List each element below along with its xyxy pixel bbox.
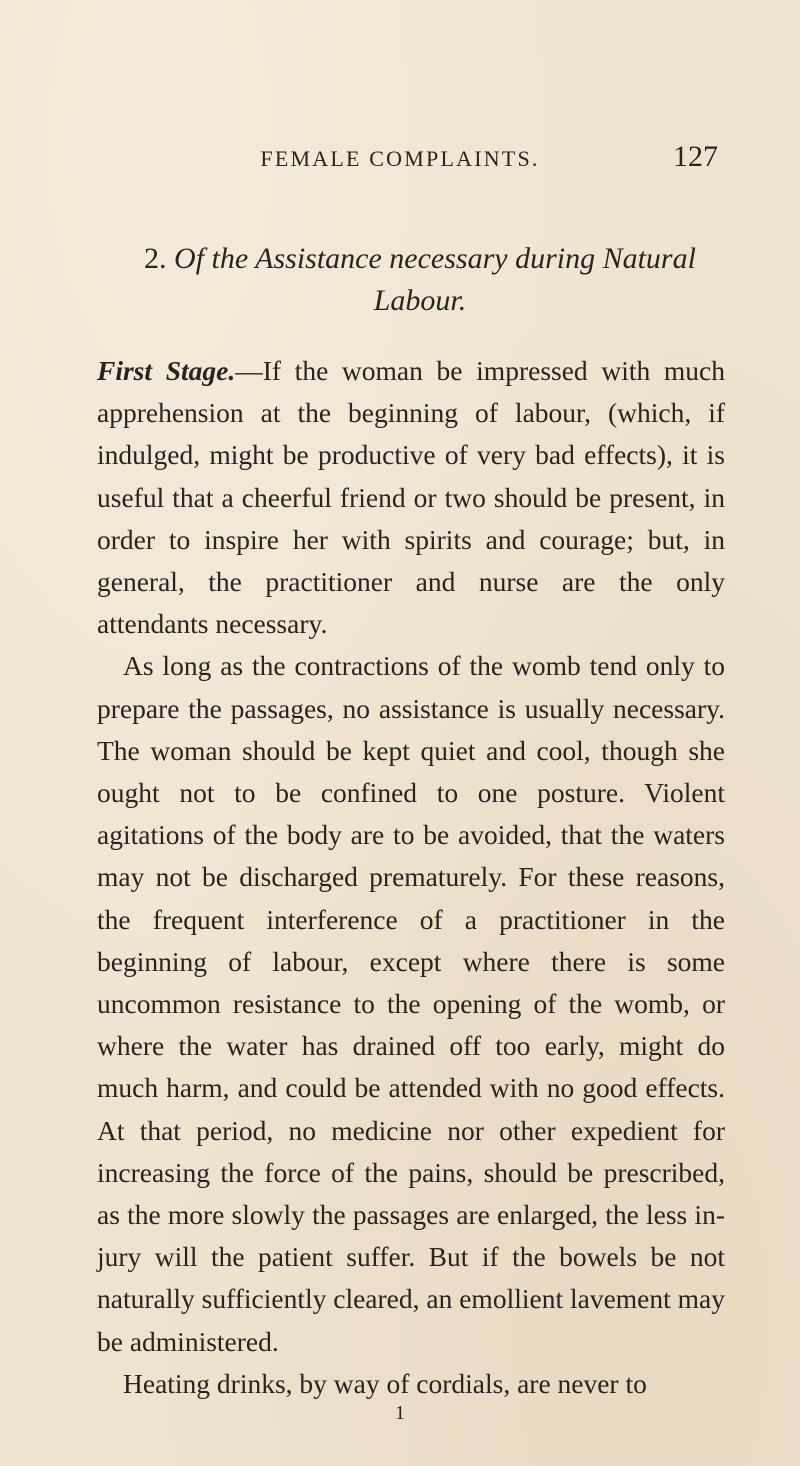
section-heading <box>110 238 730 322</box>
paragraph-first-stage <box>97 350 725 645</box>
page-number: 127 <box>673 140 718 173</box>
running-head <box>0 140 800 176</box>
paragraph-heating-drinks: Heating drinks, by way of cordials, are never to <box>123 1367 647 1399</box>
paragraph-lead: First Stage. <box>97 355 236 386</box>
paragraph-text: —If the woman be impressed with much apprehension at the beginning of labour, (which, if indulged, might be productive of very bad effects), it is useful that a cheerful friend or two should be present, in order to inspire her with spirits and courage; but, in general, the practitioner and nurse are the only attendants necessary. <box>97 355 725 640</box>
section-number: 2. <box>144 242 167 275</box>
paragraph-contractions: As long as the contractions of the womb tend only to prepare the passages, no assistance is usually necessary. The woman should be kept quiet and cool, though she ought not to be confined to one posture. Violent agitations of the body are to be avoided, that the waters may not be discharged prematurely. For these reasons, the frequent interference of a practitioner in the beginning of labour, except where there is some uncommon resistance to the opening of the womb, or where the water has drained off too early, might do much harm, and could be attended with no good effects. At that period, no medicine nor other expedient for increasing the force of the pains, should be prescribed, as the more slowly the passages are enlarged, the less injury will the patient suffer. But if the bowels be not naturally sufficiently cleared, an emollient lavement may be administered. <box>97 650 725 1357</box>
signature-mark: 1 <box>395 1402 405 1424</box>
section-title: Of the Assistance necessary during Natural Labour. <box>174 242 696 317</box>
running-title: FEMALE COMPLAINTS. <box>260 146 540 171</box>
body-text <box>97 350 725 1405</box>
